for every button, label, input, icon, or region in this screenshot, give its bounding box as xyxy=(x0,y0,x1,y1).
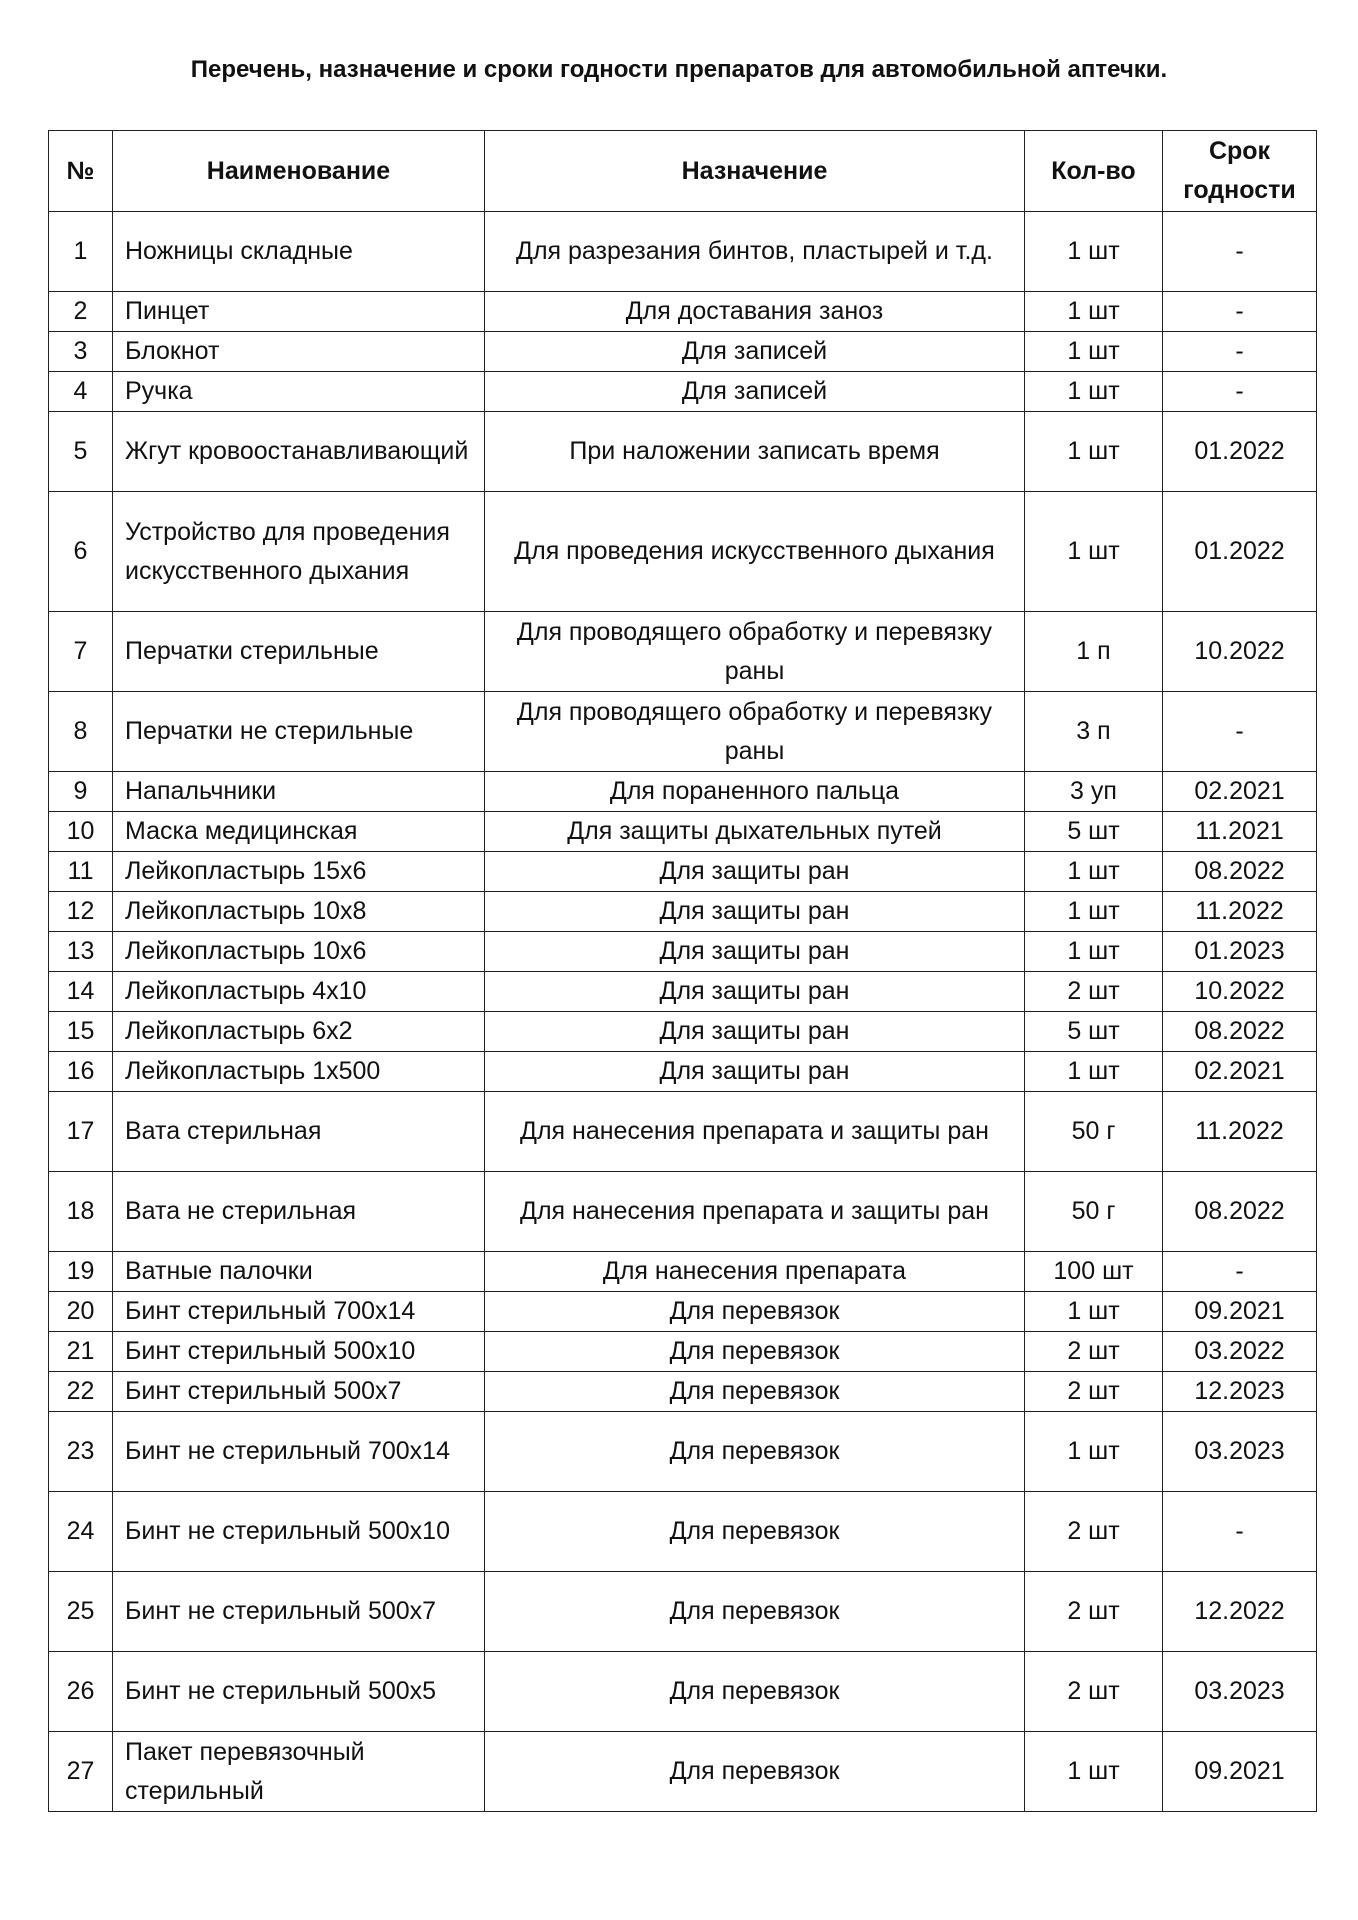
cell-expiry: - xyxy=(1163,292,1317,332)
cell-num: 21 xyxy=(49,1332,113,1372)
cell-purpose: Для записей xyxy=(485,372,1025,412)
cell-num: 12 xyxy=(49,892,113,932)
cell-expiry: 01.2023 xyxy=(1163,932,1317,972)
table-row xyxy=(49,1292,1317,1332)
cell-name: Пакет перевязочный стерильный xyxy=(113,1732,485,1812)
table-row xyxy=(49,1732,1317,1812)
cell-expiry: - xyxy=(1163,332,1317,372)
cell-purpose: Для пораненного пальца xyxy=(485,772,1025,812)
table-row xyxy=(49,1012,1317,1052)
cell-name: Ножницы складные xyxy=(113,212,485,292)
cell-purpose: Для перевязок xyxy=(485,1332,1025,1372)
cell-num: 18 xyxy=(49,1172,113,1252)
cell-purpose: Для перевязок xyxy=(485,1292,1025,1332)
cell-expiry: - xyxy=(1163,692,1317,772)
cell-purpose: Для проведения искусственного дыхания xyxy=(485,492,1025,612)
cell-qty: 1 шт xyxy=(1025,1732,1163,1812)
cell-qty: 2 шт xyxy=(1025,1332,1163,1372)
cell-num: 7 xyxy=(49,612,113,692)
cell-name: Лейкопластырь 4х10 xyxy=(113,972,485,1012)
header-qty: Кол-во xyxy=(1025,131,1163,212)
cell-qty: 2 шт xyxy=(1025,1572,1163,1652)
header-name: Наименование xyxy=(113,131,485,212)
cell-purpose: Для разрезания бинтов, пластырей и т.д. xyxy=(485,212,1025,292)
cell-expiry: 02.2021 xyxy=(1163,1052,1317,1092)
cell-num: 17 xyxy=(49,1092,113,1172)
cell-name: Бинт стерильный 700х14 xyxy=(113,1292,485,1332)
cell-num: 1 xyxy=(49,212,113,292)
table-row xyxy=(49,1372,1317,1412)
cell-qty: 3 уп xyxy=(1025,772,1163,812)
cell-num: 27 xyxy=(49,1732,113,1812)
cell-expiry: - xyxy=(1163,1252,1317,1292)
first-aid-kit-table xyxy=(48,130,1317,1812)
table-row xyxy=(49,212,1317,292)
cell-qty: 2 шт xyxy=(1025,972,1163,1012)
cell-qty: 2 шт xyxy=(1025,1652,1163,1732)
cell-qty: 1 шт xyxy=(1025,292,1163,332)
cell-name: Маска медицинская xyxy=(113,812,485,852)
cell-qty: 5 шт xyxy=(1025,812,1163,852)
table-row xyxy=(49,492,1317,612)
cell-name: Перчатки стерильные xyxy=(113,612,485,692)
cell-num: 6 xyxy=(49,492,113,612)
cell-expiry: 08.2022 xyxy=(1163,852,1317,892)
cell-purpose: Для перевязок xyxy=(485,1572,1025,1652)
table-row xyxy=(49,1492,1317,1572)
cell-expiry: 09.2021 xyxy=(1163,1732,1317,1812)
cell-num: 3 xyxy=(49,332,113,372)
cell-expiry: 03.2022 xyxy=(1163,1332,1317,1372)
header-expiry-line2: годности xyxy=(1183,176,1296,204)
table-row xyxy=(49,692,1317,772)
table-row xyxy=(49,612,1317,692)
cell-purpose: Для перевязок xyxy=(485,1492,1025,1572)
cell-qty: 1 шт xyxy=(1025,1052,1163,1092)
cell-name: Вата не стерильная xyxy=(113,1172,485,1252)
cell-name: Напальчники xyxy=(113,772,485,812)
cell-purpose: Для защиты ран xyxy=(485,932,1025,972)
cell-qty: 3 п xyxy=(1025,692,1163,772)
cell-name: Лейкопластырь 6х2 xyxy=(113,1012,485,1052)
cell-purpose: Для нанесения препарата xyxy=(485,1252,1025,1292)
cell-qty: 100 шт xyxy=(1025,1252,1163,1292)
table-row xyxy=(49,1052,1317,1092)
cell-num: 2 xyxy=(49,292,113,332)
cell-name: Бинт стерильный 500х10 xyxy=(113,1332,485,1372)
cell-num: 5 xyxy=(49,412,113,492)
table-row xyxy=(49,1572,1317,1652)
cell-name: Лейкопластырь 10х6 xyxy=(113,932,485,972)
cell-name: Бинт не стерильный 500х10 xyxy=(113,1492,485,1572)
table-row xyxy=(49,772,1317,812)
cell-expiry: 02.2021 xyxy=(1163,772,1317,812)
cell-num: 14 xyxy=(49,972,113,1012)
cell-qty: 1 шт xyxy=(1025,412,1163,492)
cell-expiry: 10.2022 xyxy=(1163,972,1317,1012)
cell-expiry: 12.2022 xyxy=(1163,1572,1317,1652)
cell-name: Вата стерильная xyxy=(113,1092,485,1172)
cell-name: Ручка xyxy=(113,372,485,412)
cell-purpose: Для проводящего обработку и перевязку раны xyxy=(485,612,1025,692)
cell-num: 23 xyxy=(49,1412,113,1492)
cell-qty: 1 шт xyxy=(1025,1412,1163,1492)
cell-qty: 1 шт xyxy=(1025,1292,1163,1332)
cell-purpose: Для нанесения препарата и защиты ран xyxy=(485,1092,1025,1172)
cell-purpose: Для защиты ран xyxy=(485,972,1025,1012)
cell-name: Устройство для проведения искусственного дыхания xyxy=(113,492,485,612)
cell-expiry: 01.2022 xyxy=(1163,492,1317,612)
cell-num: 19 xyxy=(49,1252,113,1292)
cell-qty: 5 шт xyxy=(1025,1012,1163,1052)
cell-num: 20 xyxy=(49,1292,113,1332)
cell-expiry: - xyxy=(1163,372,1317,412)
cell-expiry: 11.2021 xyxy=(1163,812,1317,852)
cell-name: Лейкопластырь 1х500 xyxy=(113,1052,485,1092)
cell-name: Жгут кровоостанавливающий xyxy=(113,412,485,492)
cell-name: Бинт не стерильный 700х14 xyxy=(113,1412,485,1492)
cell-expiry: 11.2022 xyxy=(1163,892,1317,932)
cell-qty: 2 шт xyxy=(1025,1372,1163,1412)
cell-num: 10 xyxy=(49,812,113,852)
cell-purpose: Для защиты ран xyxy=(485,852,1025,892)
cell-expiry: 08.2022 xyxy=(1163,1012,1317,1052)
table-row xyxy=(49,852,1317,892)
table-row xyxy=(49,1092,1317,1172)
table-row xyxy=(49,1252,1317,1292)
cell-num: 24 xyxy=(49,1492,113,1572)
cell-qty: 1 шт xyxy=(1025,492,1163,612)
header-purpose: Назначение xyxy=(485,131,1025,212)
cell-qty: 1 шт xyxy=(1025,892,1163,932)
table-row xyxy=(49,972,1317,1012)
table-row xyxy=(49,292,1317,332)
table-row xyxy=(49,1332,1317,1372)
cell-num: 26 xyxy=(49,1652,113,1732)
cell-purpose: Для защиты ран xyxy=(485,892,1025,932)
table-row xyxy=(49,332,1317,372)
cell-expiry: - xyxy=(1163,212,1317,292)
cell-num: 11 xyxy=(49,852,113,892)
cell-num: 8 xyxy=(49,692,113,772)
cell-qty: 1 шт xyxy=(1025,852,1163,892)
cell-expiry: 11.2022 xyxy=(1163,1092,1317,1172)
cell-num: 22 xyxy=(49,1372,113,1412)
cell-qty: 1 шт xyxy=(1025,212,1163,292)
table-row xyxy=(49,1412,1317,1492)
header-expiry xyxy=(1163,131,1317,212)
table-row xyxy=(49,1652,1317,1732)
cell-expiry: 08.2022 xyxy=(1163,1172,1317,1252)
table-row xyxy=(49,412,1317,492)
cell-purpose: Для доставания заноз xyxy=(485,292,1025,332)
table-row xyxy=(49,372,1317,412)
cell-expiry: 03.2023 xyxy=(1163,1652,1317,1732)
cell-expiry: - xyxy=(1163,1492,1317,1572)
cell-name: Блокнот xyxy=(113,332,485,372)
header-num: № xyxy=(49,131,113,212)
cell-name: Ватные палочки xyxy=(113,1252,485,1292)
table-row xyxy=(49,1172,1317,1252)
cell-name: Пинцет xyxy=(113,292,485,332)
cell-expiry: 09.2021 xyxy=(1163,1292,1317,1332)
cell-expiry: 03.2023 xyxy=(1163,1412,1317,1492)
cell-purpose: Для проводящего обработку и перевязку раны xyxy=(485,692,1025,772)
table-row xyxy=(49,932,1317,972)
cell-num: 16 xyxy=(49,1052,113,1092)
table-row xyxy=(49,812,1317,852)
cell-name: Бинт не стерильный 500х5 xyxy=(113,1652,485,1732)
cell-qty: 1 п xyxy=(1025,612,1163,692)
cell-purpose: Для нанесения препарата и защиты ран xyxy=(485,1172,1025,1252)
cell-name: Лейкопластырь 15х6 xyxy=(113,852,485,892)
cell-purpose: При наложении записать время xyxy=(485,412,1025,492)
header-expiry-line1: Срок xyxy=(1208,137,1271,165)
cell-qty: 1 шт xyxy=(1025,332,1163,372)
cell-num: 25 xyxy=(49,1572,113,1652)
cell-purpose: Для перевязок xyxy=(485,1372,1025,1412)
cell-name: Бинт не стерильный 500х7 xyxy=(113,1572,485,1652)
cell-purpose: Для перевязок xyxy=(485,1652,1025,1732)
cell-purpose: Для записей xyxy=(485,332,1025,372)
cell-num: 13 xyxy=(49,932,113,972)
cell-purpose: Для перевязок xyxy=(485,1732,1025,1812)
cell-purpose: Для перевязок xyxy=(485,1412,1025,1492)
cell-name: Бинт стерильный 500х7 xyxy=(113,1372,485,1412)
cell-name: Лейкопластырь 10х8 xyxy=(113,892,485,932)
cell-qty: 1 шт xyxy=(1025,372,1163,412)
table-row xyxy=(49,892,1317,932)
cell-num: 9 xyxy=(49,772,113,812)
page-title: Перечень, назначение и сроки годности препаратов для автомобильной аптечки. xyxy=(190,56,1168,83)
cell-name: Перчатки не стерильные xyxy=(113,692,485,772)
table-body xyxy=(49,212,1317,1812)
table-header-row xyxy=(49,131,1317,212)
cell-expiry: 10.2022 xyxy=(1163,612,1317,692)
cell-num: 4 xyxy=(49,372,113,412)
cell-qty: 50 г xyxy=(1025,1172,1163,1252)
cell-purpose: Для защиты ран xyxy=(485,1012,1025,1052)
cell-purpose: Для защиты ран xyxy=(485,1052,1025,1092)
cell-expiry: 12.2023 xyxy=(1163,1372,1317,1412)
cell-qty: 50 г xyxy=(1025,1092,1163,1172)
cell-qty: 1 шт xyxy=(1025,932,1163,972)
cell-expiry: 01.2022 xyxy=(1163,412,1317,492)
cell-num: 15 xyxy=(49,1012,113,1052)
cell-qty: 2 шт xyxy=(1025,1492,1163,1572)
cell-purpose: Для защиты дыхательных путей xyxy=(485,812,1025,852)
